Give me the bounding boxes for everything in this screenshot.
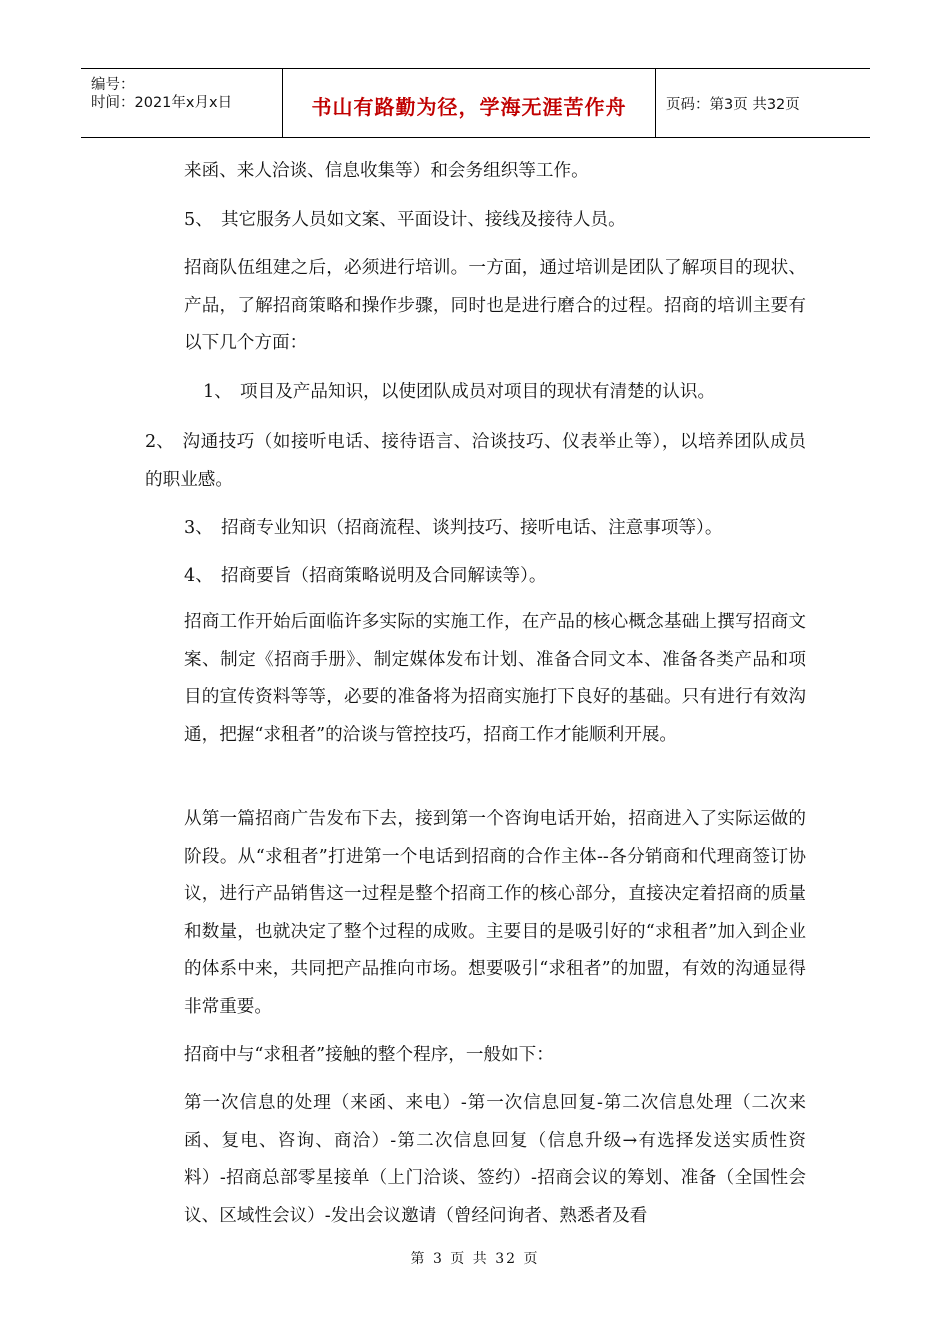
list-text: 项目及产品知识，以使团队成员对项目的现状有清楚的认识。 (240, 382, 716, 402)
list-item-5 (184, 202, 806, 240)
list-number: 1、 (203, 382, 232, 402)
paragraph-training-intro: 招商队伍组建之后，必须进行培训。一方面，通过培训是团队了解项目的现状、产品，了解招商策略和操作步骤，同时也是进行磨合的过程。招商的培训主要有以下几个方面： (184, 258, 806, 353)
list-number: 5、 (184, 210, 213, 230)
paragraph-procedure-steps: 第一次信息的处理（来函、来电）-第一次信息回复-第二次信息处理（二次来函、复电、咨询、商洽）-第二次信息回复（信息升级→有选择发送实质性资料）-招商总部零星接单（上门洽谈、签约）-招商会议的筹划、准备（全国性会议、区域性会议）-发出会议邀请（曾经问询者、熟悉者及看 (184, 1093, 806, 1226)
header-page-info: 页码：第3页 共32页 (666, 97, 800, 113)
header-motto: 书山有路勤为径，学海无涯苦作舟 (311, 95, 627, 119)
paragraph-preparation: 招商工作开始后面临许多实际的实施工作，在产品的核心概念基础上撰写招商文案、制定《招商手册》、制定媒体发布计划、准备合同文本、准备各类产品和项目的宣传资料等等，必要的准备将为招商实施打下良好的基础。只有进行有效沟通，把握“求租者”的洽谈与管控技巧，招商工作才能顺利开展。 (184, 612, 806, 745)
list-number: 4、 (184, 566, 213, 586)
list-item-1 (203, 374, 806, 412)
list-item-3 (184, 510, 806, 548)
document-date-label: 时间：2021年x月x日 (91, 95, 233, 111)
list-item-4 (184, 558, 806, 596)
list-text: 招商要旨（招商策略说明及合同解读等）。 (221, 566, 547, 586)
header-page-cell (656, 69, 870, 137)
paragraph-operation: 从第一篇招商广告发布下去，接到第一个咨询电话开始，招商进入了实际运做的阶段。从“求租者”打进第一个电话到招商的合作主体--各分销商和代理商签订协议，进行产品销售这一过程是整个招商工作的核心部分，直接决定着招商的质量和数量，也就决定了整个过程的成败。主要目的是吸引好的“求租者”加入到企业的体系中来，共同把产品推向市场。想要吸引“求租者”的加盟，有效的沟通显得非常重要。 (184, 809, 806, 1017)
list-text: 其它服务人员如文案、平面设计、接线及接待人员。 (221, 210, 626, 230)
list-text: 招商专业知识（招商流程、谈判技巧、接听电话、注意事项等）。 (221, 518, 723, 538)
list-text: 沟通技巧（如接听电话、接待语言、洽谈技巧、仪表举止等），以培养团队成员的职业感。 (145, 432, 806, 490)
list-number: 2、 (145, 432, 174, 452)
paragraph-1: 来函、来人洽谈、信息收集等）和会务组织等工作。 (184, 161, 589, 181)
header-left-cell (81, 69, 283, 137)
page-footer: 第 3 页 共 32 页 (410, 1251, 540, 1267)
header-motto-cell (283, 69, 656, 137)
list-item-2 (145, 424, 806, 499)
document-number-label: 编号： (91, 77, 135, 93)
paragraph-procedure-intro: 招商中与“求租者”接触的整个程序，一般如下： (184, 1045, 554, 1065)
list-number: 3、 (184, 518, 213, 538)
page-header (81, 68, 870, 138)
